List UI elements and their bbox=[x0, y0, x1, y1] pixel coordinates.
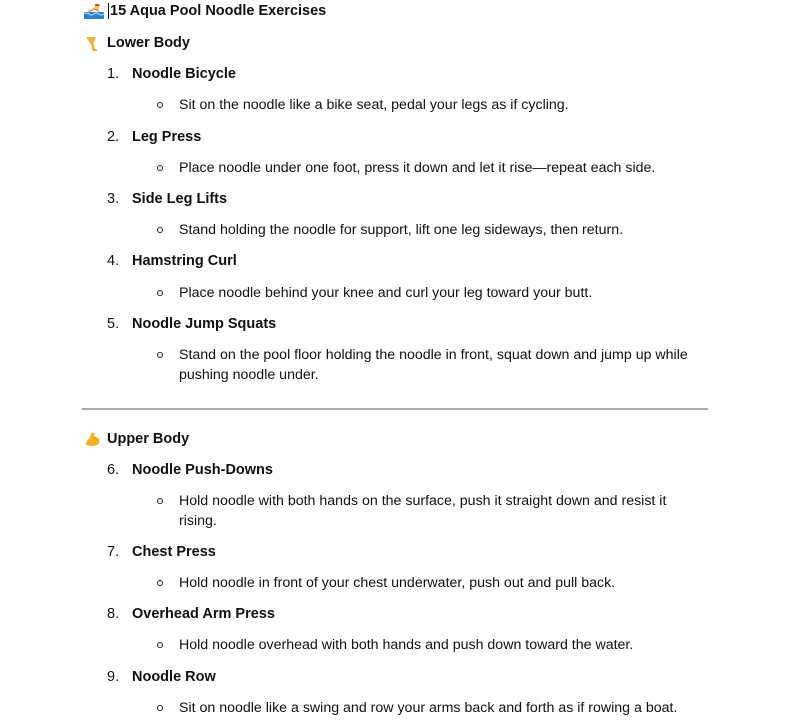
item-number: 8. bbox=[107, 606, 120, 622]
list-item-detail bbox=[157, 345, 697, 385]
document-title-text: 15 Aqua Pool Noodle Exercises bbox=[110, 3, 327, 19]
list-item-number bbox=[107, 460, 273, 480]
detail-text: Hold noodle in front of your chest underwater, push out and pull back. bbox=[179, 575, 616, 591]
detail-text: Stand holding the noodle for support, lift one leg sideways, then return. bbox=[179, 222, 624, 238]
text-cursor bbox=[108, 3, 109, 19]
detail-text: Hold noodle with both hands on the surface, push it straight down and resist it rising. bbox=[179, 493, 667, 529]
section-heading-upper-body bbox=[84, 429, 189, 449]
item-number: 3. bbox=[107, 191, 120, 207]
leg-icon bbox=[84, 34, 102, 52]
item-number: 2. bbox=[107, 129, 120, 145]
detail-text: Place noodle under one foot, press it down and let it rise—repeat each side. bbox=[179, 160, 656, 176]
detail-text: Place noodle behind your knee and curl your leg toward your butt. bbox=[179, 285, 593, 301]
hollow-bullet-icon bbox=[157, 290, 163, 296]
swimmer-icon bbox=[84, 3, 104, 19]
hollow-bullet-icon bbox=[157, 580, 163, 586]
document-title bbox=[84, 0, 326, 22]
list-item-detail bbox=[157, 283, 697, 303]
hollow-bullet-icon bbox=[157, 352, 163, 358]
list-item-number bbox=[107, 314, 276, 334]
item-number: 4. bbox=[107, 253, 120, 269]
item-number: 9. bbox=[107, 669, 120, 685]
list-item-detail bbox=[157, 635, 697, 655]
list-item-detail bbox=[157, 698, 697, 718]
item-name: Side Leg Lifts bbox=[132, 191, 228, 207]
list-item-number bbox=[107, 667, 216, 687]
hollow-bullet-icon bbox=[157, 227, 163, 233]
section-heading-text: Lower Body bbox=[107, 35, 190, 51]
detail-text: Sit on noodle like a swing and row your arms back and forth as if rowing a boat. bbox=[179, 700, 678, 716]
list-item-detail bbox=[157, 158, 697, 178]
list-item-number bbox=[107, 251, 237, 271]
horizontal-divider bbox=[82, 408, 708, 410]
item-name: Hamstring Curl bbox=[132, 253, 237, 269]
hollow-bullet-icon bbox=[157, 165, 163, 171]
list-item-number bbox=[107, 604, 275, 624]
list-item-detail bbox=[157, 220, 697, 240]
detail-text: Stand on the pool floor holding the noodle in front, squat down and jump up while pushing noodle under. bbox=[179, 347, 688, 383]
list-item-number bbox=[107, 64, 236, 84]
item-name: Overhead Arm Press bbox=[132, 606, 275, 622]
list-item-detail bbox=[157, 95, 697, 115]
detail-text: Sit on the noodle like a bike seat, pedal your legs as if cycling. bbox=[179, 97, 569, 113]
hollow-bullet-icon bbox=[157, 642, 163, 648]
list-item-number bbox=[107, 542, 216, 562]
list-item-detail bbox=[157, 491, 697, 531]
section-heading-lower-body bbox=[84, 33, 190, 53]
list-item-number bbox=[107, 189, 227, 209]
list-item-detail bbox=[157, 573, 697, 593]
item-name: Noodle Row bbox=[132, 669, 216, 685]
item-number: 5. bbox=[107, 316, 120, 332]
flexed-biceps-icon bbox=[84, 430, 102, 448]
item-number: 6. bbox=[107, 462, 120, 478]
item-number: 7. bbox=[107, 544, 120, 560]
item-name: Noodle Push-Downs bbox=[132, 462, 273, 478]
item-name: Noodle Jump Squats bbox=[132, 316, 277, 332]
hollow-bullet-icon bbox=[157, 705, 163, 711]
hollow-bullet-icon bbox=[157, 102, 163, 108]
hollow-bullet-icon bbox=[157, 498, 163, 504]
list-item-number bbox=[107, 127, 201, 147]
item-name: Chest Press bbox=[132, 544, 216, 560]
item-number: 1. bbox=[107, 66, 120, 82]
section-heading-text: Upper Body bbox=[107, 431, 190, 447]
detail-text: Hold noodle overhead with both hands and push down toward the water. bbox=[179, 637, 634, 653]
item-name: Leg Press bbox=[132, 129, 202, 145]
item-name: Noodle Bicycle bbox=[132, 66, 236, 82]
